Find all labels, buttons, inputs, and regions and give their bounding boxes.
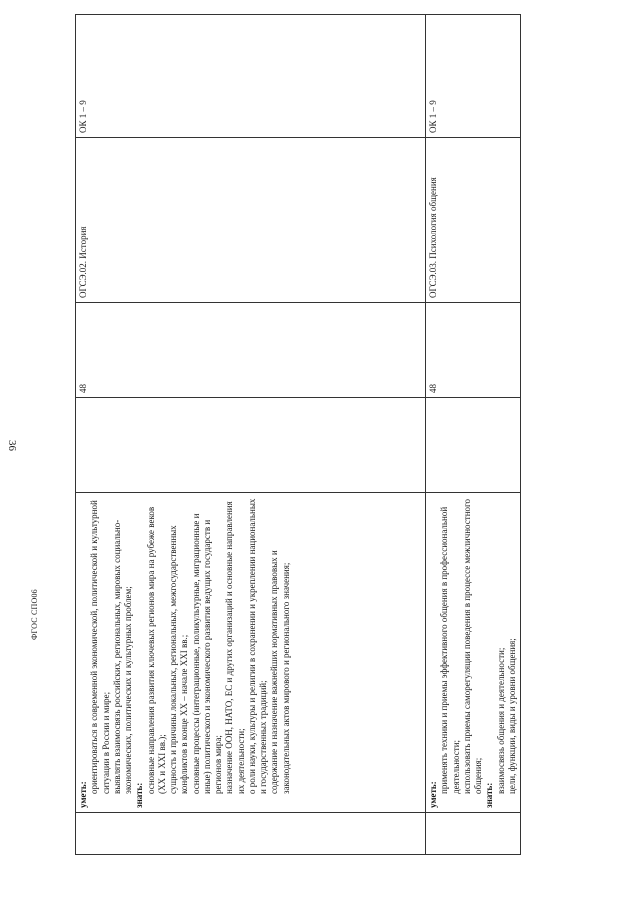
knowledge-heading: знать: (134, 782, 145, 808)
empty-cell (426, 398, 521, 493)
knowledge-item: цели, функции, виды и уровни общения; (506, 638, 517, 794)
hours-cell: 48 (426, 303, 521, 398)
knowledge-item: назначение ООН, НАТО, ЕС и других организаций и основные направления их деятельности; (224, 501, 246, 794)
table-row (76, 15, 426, 855)
skills-heading: уметь: (428, 781, 438, 808)
skills-heading: уметь: (78, 781, 88, 808)
knowledge-item: содержание и назначение важнейших нормативных правовых и законодательных актов мирового и регионального значения; (269, 550, 291, 794)
row-code-cell (76, 813, 426, 855)
empty-cell (76, 398, 426, 493)
skill-item: ориентироваться в современной экономической, политической и культурной ситуации в России и мире; (89, 500, 111, 794)
knowledge-item: о роли науки, культуры и религии в сохранении и укреплении национальных и государственных традиций; (246, 498, 268, 794)
discipline-cell: ОГСЭ.03. Психология общения (426, 138, 521, 303)
competence-cell: ОК 1 – 9 (426, 15, 521, 138)
footer-code: ФГОС СПО06 (30, 589, 39, 640)
skill-item: выявлять взаимосвязь российских, региональных, мировых социально-экономических, политических и культурных проблем; (111, 519, 133, 794)
curriculum-table-wrapper (75, 15, 521, 855)
knowledge-heading: знать: (484, 782, 495, 808)
knowledge-item: основные процессы (интеграционные, поликультурные, миграционные и иные) политического и экономического развития ведущих государств и регионов мира; (190, 513, 223, 794)
row-code-cell (426, 813, 521, 855)
table-row (426, 15, 521, 855)
curriculum-table (75, 14, 521, 855)
knowledge-item: сущность и причины локальных, региональных, межгосударственных конфликтов в конце XX – начале XXI вв.; (168, 525, 190, 794)
knowledge-item: взаимосвязь общения и деятельности; (495, 647, 506, 794)
hours-cell: 48 (76, 303, 426, 398)
requirements-cell (426, 493, 521, 813)
discipline-cell: ОГСЭ.02. История (76, 138, 426, 303)
skill-item: использовать приемы саморегуляции поведения в процессе межличностного общения; (461, 499, 483, 794)
competence-cell: ОК 1 – 9 (76, 15, 426, 138)
knowledge-item: основные направления развития ключевых регионов мира на рубеже веков (XX и XXI вв.); (145, 506, 167, 794)
skill-item: применять техники и приемы эффективного общения в профессиональной деятельности; (439, 506, 461, 794)
requirements-cell (76, 493, 426, 813)
page-number: 36 (6, 440, 18, 451)
